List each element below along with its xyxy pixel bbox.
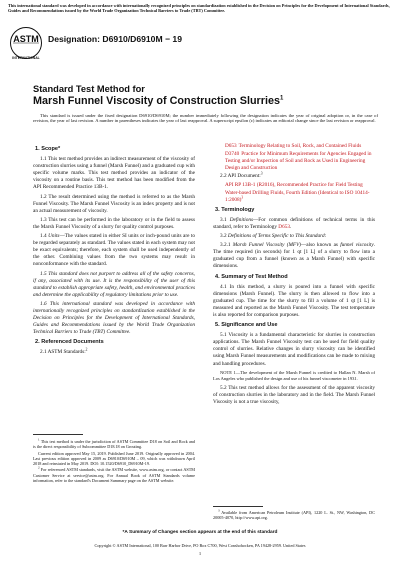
paragraph-1-5: 1.5 This standard does not purport to address all of the safety concerns, if any, associated with its use. It is the responsibility of the user of this standard to establish appropriate safety, health, and environmental practices and determine the applicability of regulatory limitations prior to use.	[33, 270, 195, 298]
footnote-1: $^1$ This test method is under the jurisdiction of ASTM Committee D18 on Soil and Rock and is the direct responsibility of Subcommittee D18.18 on Grouting.	[33, 437, 195, 450]
paragraph-1-2: 1.2 The result determined using the method is referred to as the Marsh Funnel Viscosity. The Marsh Funnel Viscosity is an index property and is not an actual measurement of viscosity.	[33, 193, 195, 214]
section-heading-scope: 1. Scope*	[35, 146, 61, 152]
paragraph-5-2: 5.2 This test method allows for the assessment of the apparent viscosity of construction slurries in the laboratory and in the field. The Marsh Funnel Viscosity is not a true viscosity,	[213, 384, 375, 405]
svg-text:ASTM: ASTM	[13, 34, 39, 44]
section-heading-referenced: 2. Referenced Documents	[35, 339, 104, 346]
reference-api-rp-13b-1[interactable]: API RP 13B-1 (R2016), Recommended Practice for Field Testing Water-based Drilling Fluids, Fourth Edition (Identical to ISO 10414-1:2008)$^3$	[225, 182, 370, 203]
tbt-notice: This international standard was developed in accordance with internationally recognized principles on standardization established in the Decision on Principles for the Development of International Standards, Guides and Recommendations issued by the World Trade Organization Technical Barriers to Trade (TBT) Committee.	[8, 3, 390, 14]
link-d653[interactable]: D653	[278, 223, 290, 230]
left-column	[33, 143, 195, 359]
right-footnotes	[213, 510, 375, 521]
astm-logo	[9, 26, 43, 64]
section-heading-summary: 4. Summary of Test Method	[215, 273, 288, 280]
section-heading-terminology: 3. Terminology	[215, 206, 255, 213]
reference-d3740[interactable]: D3740 Practice for Minimum Requirements for Agencies Engaged in Testing and/or Inspection of Soil and Rock as Used in Engineering Design and Construction	[225, 151, 372, 172]
paragraph-1-6: 1.6 This international standard was developed in accordance with internationally recognized principles on standardization established in the Decision on Principles for the Development of International Standards, Guides and Recommendations issued by the World Trade Organization Technical Barriers to Trade (TBT) Committee.	[33, 300, 195, 336]
reference-d653[interactable]: D653 Terminology Relating to Soil, Rock, and Contained Fluids	[225, 143, 362, 149]
paragraph-1-1: 1.1 This test method provides an indirect measurement of the viscosity of construction slurries using a funnel (Marsh Funnel) and a graduated cup with specific volume marks. This test method provides an indicator of the viscosity on a routine basis. This test method has been modified from the API Recommended Practice 13B-1.	[33, 156, 195, 191]
standard-note: This standard is issued under the fixed designation D6910/D6910M; the number immediately following the designation indicates the year of original adoption or, in the case of revision, the year of last revision. A number in parentheses indicates the year of last reapproval. A superscript epsilon (ε) indicates an editorial change since the last revision or reapproval.	[33, 113, 378, 124]
paragraph-2-1: 2.1 ASTM Standards:$^2$	[40, 347, 88, 356]
footnote-rule	[33, 434, 83, 435]
paragraph-1-4: 1.4 Units—The values stated in either SI units or inch-pound units are to be regarded separately as standard. The values stated in each system may not be exact equivalents; therefore, each system shall be used independently of the other. Combining values from the two systems may result in nonconformance with the standard.	[33, 233, 195, 268]
paragraph-5-1: 5.1 Viscosity is a fundamental characteristic for slurries in construction applications. The Marsh Funnel Viscosity test can be used for field quality control of slurries. Relative changes in slurry viscosity can be identified using Marsh Funnel measurements and modifications can be made to mixing and handling procedures.	[213, 332, 375, 367]
title-line-2: Marsh Funnel Viscosity of Construction Slurries$^1$	[33, 95, 284, 107]
paragraph-3-1: 3.1 Definitions—For common definitions of technical terms in this standard, refer to Terminology D653.	[213, 216, 376, 230]
left-footnotes	[33, 439, 195, 484]
footnote-rule-right	[213, 506, 263, 507]
paragraph-4-1: 4.1 In this method, a slurry is poured into a funnel with specific dimensions (Marsh Funnel). The slurry is then allowed to flow into a graduated cup. The time for the slurry to fill a volume of 1 qt [1 L] is measured and reported as the Marsh Funnel Viscosity. The test temperature is also reported for comparison purposes.	[213, 283, 375, 318]
title-line-1: Standard Test Method for	[33, 84, 145, 94]
paragraph-1-3: 1.3 This test can be performed in the laboratory or in the field to assess the Marsh Funnel Viscosity of a slurry for quality control purposes.	[33, 216, 195, 230]
footnote-3: $^3$ Available from American Petroleum Institute (API), 1220 L. St., NW, Washington, DC 20005-4070, http://www.api.org.	[213, 508, 375, 521]
logo-text: INTERNATIONAL	[12, 56, 40, 60]
footnote-2: $^2$ For referenced ASTM standards, visit the ASTM website, www.astm.org, or contact ASTM Customer Service at service@astm.org. For Annual Book of ASTM Standards volume information, refer to the standard's Document Summary page on the ASTM website.	[33, 466, 196, 484]
designation: Designation: D6910/D6910M − 19	[48, 34, 182, 44]
copyright: Copyright © ASTM International, 100 Barr Harbor Drive, PO Box C700, West Conshohocken, PA 19428-2959. United States	[94, 543, 306, 548]
summary-of-changes-note: *A Summary of Changes section appears at the end of this standard	[122, 530, 278, 535]
section-heading-significance: 5. Significance and Use	[215, 322, 278, 329]
footnote-1b: Current edition approved May 15, 2019. Published June 2019. Originally approved in 2004. Last previous edition approved in 2009 as D6910/D6910M – 09, which was withdrawn April 2018 and reinstated in May 2019. DOI: 10.1520/D6910_D6910M-19.	[33, 450, 195, 467]
page-number: 1	[198, 551, 202, 556]
title-block	[33, 84, 373, 108]
title-footnote-mark: 1	[279, 95, 284, 102]
paragraph-2-2: 2.2 API Document:$^3$	[220, 171, 263, 180]
paragraph-3-2-1: 3.2.1 Marsh Funnel Viscosity (MFV)—also known as funnel viscosity. The time required (in seconds) for 1 qt [1 L] of a slurry to flow into a graduated cup from a funnel (known as a Marsh Funnel) with specific dimensions.	[213, 242, 376, 270]
paragraph-3-2: 3.2 Definitions of Terms Specific to This Standard:	[220, 233, 327, 240]
right-column	[213, 143, 375, 408]
note-1: NOTE 1—The development of the Marsh Funnel is credited to Hallan N. Marsh of Los Angeles who published the design and use of his funnel viscometer in 1931.	[213, 369, 375, 381]
